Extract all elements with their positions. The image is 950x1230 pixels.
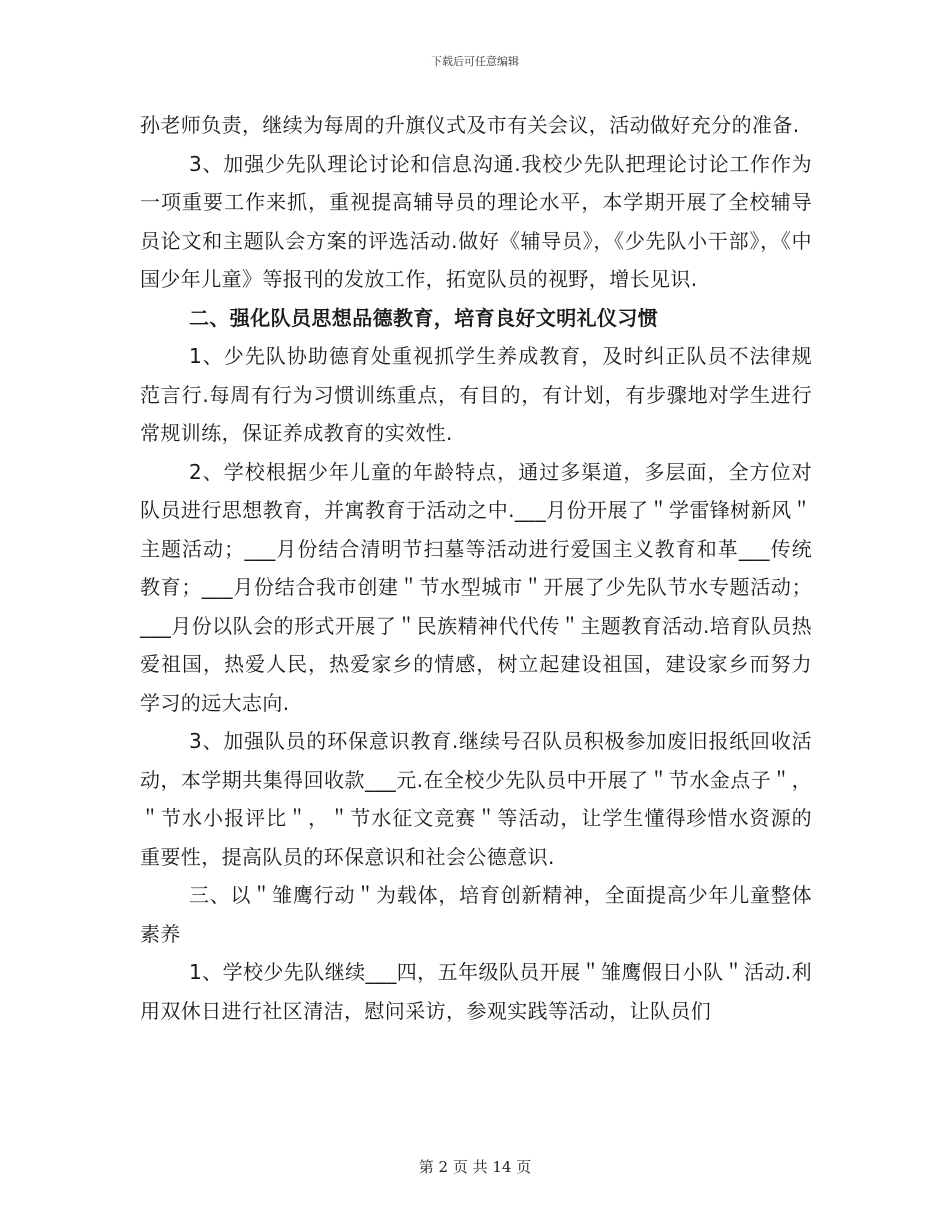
paragraph-theory-discussion: 3、加强少先队理论讨论和信息沟通.我校少先队把理论讨论工作作为一项重要工作来抓，重视提高辅导员的理论水平，本学期开展了全校辅导员论文和主题队会方案的评选活动.做好《辅导员》，《少先队小干部》，《中国少年儿童》等报刊的发放工作，拓宽队员的视野，增长见识. xyxy=(140,151,812,291)
page-header-note: 下载后可任意编辑 xyxy=(431,55,519,68)
paragraph-continuation: 孙老师负责，继续为每周的升旗仪式及市有关会议，活动做好充分的准备. xyxy=(140,113,800,137)
paragraph-environmental-education: 3、加强队员的环保意识教育.继续号召队员积极参加废旧报纸回收活动，本学期共集得回收款___元.在全校少先队员中开展了＂节水金点子＂，＂节水小报评比＂，＂节水征文竞赛＂等活动，让学生懂得珍惜水资源的重要性，提高队员的环保意识和社会公德意识. xyxy=(140,729,812,869)
section-heading-eagle-action: 三、以＂雏鹰行动＂为载体，培育创新精神，全面提高少年儿童整体素养 xyxy=(140,883,812,946)
paragraph-habit-education: 1、少先队协助德育处重视抓学生养成教育，及时纠正队员不法律规范言行.每周有行为习惯训练重点，有目的，有计划，有步骤地对学生进行常规训练，保证养成教育的实效性. xyxy=(140,344,812,445)
paragraph-ideological-education: 2、学校根据少年儿童的年龄特点，通过多渠道，多层面，全方位对队员进行思想教育，并寓教育于活动之中.___月份开展了＂学雷锋树新风＂主题活动；___月份结合清明节扫墓等活动进行爱国主义教育和革___传统教育；___月份结合我市创建＂节水型城市＂开展了少先队节水专题活动；___月份以队会的形式开展了＂民族精神代代传＂主题教育活动.培育队员热爱祖国，热爱人民，热爱家乡的情感，树立起建设祖国，建设家乡而努力学习的远大志向. xyxy=(140,459,812,715)
document-body xyxy=(140,106,812,1030)
page-number: 第 2 页 共 14 页 xyxy=(418,1158,532,1176)
section-heading-moral-education: 二、强化队员思想品德教育，培育良好文明礼仪习惯 xyxy=(189,305,659,330)
paragraph-holiday-squad: 1、学校少先队继续___四，五年级队员开展＂雏鹰假日小队＂活动.利用双休日进行社区清洁，慰问采访，参观实践等活动，让队员们 xyxy=(140,960,812,1023)
